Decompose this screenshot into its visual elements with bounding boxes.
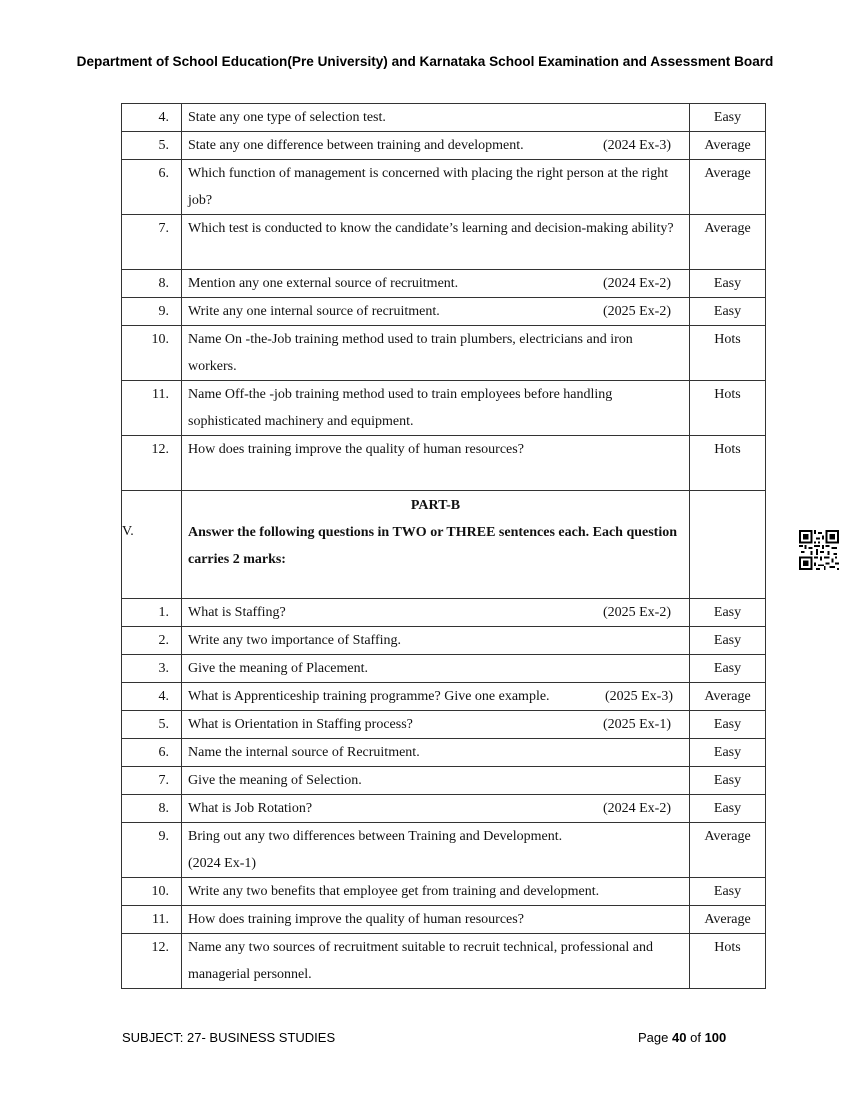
difficulty-label: Easy bbox=[690, 739, 766, 767]
question-text: Write any two importance of Staffing. bbox=[182, 627, 690, 655]
table-row bbox=[122, 160, 766, 215]
question-number: 7. bbox=[122, 215, 182, 270]
table-row bbox=[122, 104, 766, 132]
question-number: 12. bbox=[122, 934, 182, 989]
difficulty-label: Average bbox=[690, 215, 766, 270]
question-text: Give the meaning of Placement. bbox=[182, 655, 690, 683]
exam-reference: (2024 Ex-3) bbox=[602, 138, 671, 153]
question-number: 2. bbox=[122, 627, 182, 655]
question-text: Give the meaning of Selection. bbox=[182, 767, 690, 795]
difficulty-label: Easy bbox=[690, 795, 766, 823]
part-b-heading-row bbox=[122, 491, 766, 599]
exam-reference: (2025 Ex-3) bbox=[604, 689, 673, 704]
table-row bbox=[122, 906, 766, 934]
question-text: How does training improve the quality of human resources? bbox=[182, 906, 690, 934]
table-row bbox=[122, 711, 766, 739]
section-roman-numeral: V. bbox=[122, 491, 182, 599]
difficulty-label: Average bbox=[690, 906, 766, 934]
question-number: 8. bbox=[122, 270, 182, 298]
question-text: Name On -the-Job training method used to train plumbers, electricians and iron workers. bbox=[182, 326, 690, 381]
question-number: 6. bbox=[122, 160, 182, 215]
difficulty-label: Easy bbox=[690, 655, 766, 683]
table-row bbox=[122, 823, 766, 878]
table-row bbox=[122, 934, 766, 989]
table-row bbox=[122, 599, 766, 627]
question-number: 12. bbox=[122, 436, 182, 491]
question-number: 5. bbox=[122, 132, 182, 160]
question-number: 9. bbox=[122, 298, 182, 326]
difficulty-label: Average bbox=[690, 823, 766, 878]
question-number: 5. bbox=[122, 711, 182, 739]
difficulty-label: Hots bbox=[690, 381, 766, 436]
question-text: Which test is conducted to know the candidate’s learning and decision-making ability? bbox=[182, 215, 690, 270]
question-text: What is Job Rotation? (2024 Ex-2) bbox=[182, 795, 690, 823]
table-row bbox=[122, 767, 766, 795]
question-text: What is Apprenticeship training programme? Give one example. (2025 Ex-3) bbox=[182, 683, 690, 711]
difficulty-label: Average bbox=[690, 683, 766, 711]
exam-reference: (2024 Ex-2) bbox=[602, 276, 671, 291]
question-number: 7. bbox=[122, 767, 182, 795]
difficulty-label: Hots bbox=[690, 326, 766, 381]
question-number: 11. bbox=[122, 906, 182, 934]
question-text: What is Orientation in Staffing process? (2025 Ex-1) bbox=[182, 711, 690, 739]
question-text: Mention any one external source of recruitment. (2024 Ex-2) bbox=[182, 270, 690, 298]
question-number: 10. bbox=[122, 326, 182, 381]
table-row bbox=[122, 436, 766, 491]
empty-cell bbox=[690, 491, 766, 599]
question-text: State any one type of selection test. bbox=[182, 104, 690, 132]
footer-page-number: Page 40 of 100 bbox=[638, 1030, 727, 1045]
difficulty-label: Hots bbox=[690, 436, 766, 491]
table-row bbox=[122, 215, 766, 270]
difficulty-label: Easy bbox=[690, 711, 766, 739]
part-b-heading bbox=[182, 491, 690, 599]
table-row bbox=[122, 795, 766, 823]
table-row bbox=[122, 298, 766, 326]
question-table bbox=[121, 103, 766, 989]
page-header: Department of School Education(Pre University) and Karnataka School Examination and Assessment Board bbox=[76, 54, 774, 69]
question-number: 6. bbox=[122, 739, 182, 767]
question-number: 3. bbox=[122, 655, 182, 683]
table-row bbox=[122, 739, 766, 767]
question-text: Name any two sources of recruitment suitable to recruit technical, professional and managerial personnel. bbox=[182, 934, 690, 989]
qr-code-icon bbox=[799, 530, 839, 570]
footer-subject: SUBJECT: 27- BUSINESS STUDIES bbox=[122, 1030, 336, 1045]
exam-reference: (2024 Ex-1) bbox=[188, 856, 257, 871]
exam-reference: (2025 Ex-1) bbox=[602, 717, 671, 732]
difficulty-label: Easy bbox=[690, 599, 766, 627]
table-row bbox=[122, 878, 766, 906]
question-number: 8. bbox=[122, 795, 182, 823]
question-number: 4. bbox=[122, 104, 182, 132]
table-row bbox=[122, 683, 766, 711]
question-number: 11. bbox=[122, 381, 182, 436]
question-text: What is Staffing? (2025 Ex-2) bbox=[182, 599, 690, 627]
exam-reference: (2025 Ex-2) bbox=[602, 304, 671, 319]
table-row bbox=[122, 326, 766, 381]
question-text: How does training improve the quality of human resources? bbox=[182, 436, 690, 491]
table-row bbox=[122, 655, 766, 683]
question-number: 10. bbox=[122, 878, 182, 906]
table-row bbox=[122, 627, 766, 655]
part-title: PART-B bbox=[410, 498, 461, 513]
question-text: Name Off-the -job training method used to train employees before handling sophisticated machinery and equipment. bbox=[182, 381, 690, 436]
exam-reference: (2025 Ex-2) bbox=[602, 605, 671, 620]
difficulty-label: Average bbox=[690, 160, 766, 215]
difficulty-label: Hots bbox=[690, 934, 766, 989]
question-text: State any one difference between training and development. (2024 Ex-3) bbox=[182, 132, 690, 160]
part-instruction: Answer the following questions in TWO or THREE sentences each. Each question carries 2 marks: bbox=[188, 525, 678, 567]
difficulty-label: Easy bbox=[690, 270, 766, 298]
question-text: Which function of management is concerned with placing the right person at the right job? bbox=[182, 160, 690, 215]
difficulty-label: Easy bbox=[690, 298, 766, 326]
difficulty-label: Easy bbox=[690, 104, 766, 132]
difficulty-label: Easy bbox=[690, 627, 766, 655]
question-number: 4. bbox=[122, 683, 182, 711]
table-row bbox=[122, 132, 766, 160]
question-text: Name the internal source of Recruitment. bbox=[182, 739, 690, 767]
difficulty-label: Average bbox=[690, 132, 766, 160]
question-number: 1. bbox=[122, 599, 182, 627]
table-row bbox=[122, 381, 766, 436]
exam-reference: (2024 Ex-2) bbox=[602, 801, 671, 816]
question-text: Write any two benefits that employee get from training and development. bbox=[182, 878, 690, 906]
question-text: Write any one internal source of recruitment. (2025 Ex-2) bbox=[182, 298, 690, 326]
difficulty-label: Easy bbox=[690, 767, 766, 795]
difficulty-label: Easy bbox=[690, 878, 766, 906]
question-text: Bring out any two differences between Training and Development. (2024 Ex-1) bbox=[182, 823, 690, 878]
question-number: 9. bbox=[122, 823, 182, 878]
table-row bbox=[122, 270, 766, 298]
